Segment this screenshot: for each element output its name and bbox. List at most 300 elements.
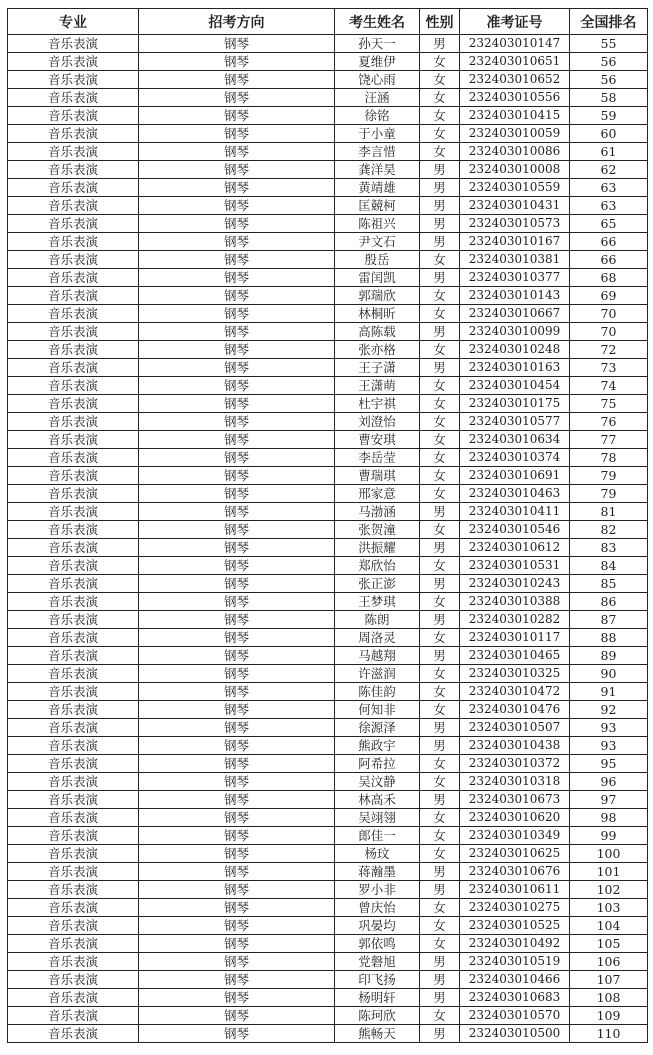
cell-gender: 女 xyxy=(420,251,460,269)
cell-rank: 61 xyxy=(570,143,648,161)
cell-major: 音乐表演 xyxy=(8,53,139,71)
cell-rank: 65 xyxy=(570,215,648,233)
table-row xyxy=(8,557,648,575)
cell-exam-id: 232403010500 xyxy=(460,1025,570,1043)
cell-major: 音乐表演 xyxy=(8,683,139,701)
cell-exam-id: 232403010377 xyxy=(460,269,570,287)
cell-gender: 女 xyxy=(420,377,460,395)
cell-exam-id: 232403010008 xyxy=(460,161,570,179)
table-row xyxy=(8,161,648,179)
cell-exam-id: 232403010282 xyxy=(460,611,570,629)
cell-exam-id: 232403010652 xyxy=(460,71,570,89)
cell-direction: 钢琴 xyxy=(139,539,335,557)
cell-rank: 93 xyxy=(570,719,648,737)
cell-exam-id: 232403010318 xyxy=(460,773,570,791)
cell-name: 张贺潼 xyxy=(335,521,420,539)
cell-rank: 62 xyxy=(570,161,648,179)
cell-exam-id: 232403010381 xyxy=(460,251,570,269)
cell-rank: 108 xyxy=(570,989,648,1007)
cell-gender: 女 xyxy=(420,485,460,503)
table-row xyxy=(8,251,648,269)
cell-rank: 70 xyxy=(570,305,648,323)
cell-name: 许滋润 xyxy=(335,665,420,683)
cell-exam-id: 232403010465 xyxy=(460,647,570,665)
cell-gender: 女 xyxy=(420,467,460,485)
cell-major: 音乐表演 xyxy=(8,377,139,395)
table-row xyxy=(8,845,648,863)
cell-major: 音乐表演 xyxy=(8,755,139,773)
cell-name: 李岳莹 xyxy=(335,449,420,467)
table-row xyxy=(8,575,648,593)
cell-gender: 女 xyxy=(420,845,460,863)
cell-exam-id: 232403010556 xyxy=(460,89,570,107)
cell-rank: 107 xyxy=(570,971,648,989)
cell-rank: 59 xyxy=(570,107,648,125)
cell-gender: 女 xyxy=(420,521,460,539)
table-row xyxy=(8,791,648,809)
cell-major: 音乐表演 xyxy=(8,863,139,881)
cell-major: 音乐表演 xyxy=(8,521,139,539)
cell-rank: 76 xyxy=(570,413,648,431)
cell-exam-id: 232403010651 xyxy=(460,53,570,71)
cell-exam-id: 232403010559 xyxy=(460,179,570,197)
cell-exam-id: 232403010431 xyxy=(460,197,570,215)
cell-exam-id: 232403010519 xyxy=(460,953,570,971)
cell-gender: 女 xyxy=(420,1007,460,1025)
cell-rank: 100 xyxy=(570,845,648,863)
cell-gender: 女 xyxy=(420,773,460,791)
cell-major: 音乐表演 xyxy=(8,881,139,899)
cell-gender: 男 xyxy=(420,719,460,737)
cell-gender: 女 xyxy=(420,287,460,305)
cell-exam-id: 232403010634 xyxy=(460,431,570,449)
cell-direction: 钢琴 xyxy=(139,809,335,827)
cell-direction: 钢琴 xyxy=(139,971,335,989)
table-row xyxy=(8,197,648,215)
cell-gender: 男 xyxy=(420,989,460,1007)
cell-name: 夏维伊 xyxy=(335,53,420,71)
cell-name: 匡競柯 xyxy=(335,197,420,215)
cell-major: 音乐表演 xyxy=(8,953,139,971)
cell-direction: 钢琴 xyxy=(139,683,335,701)
cell-rank: 85 xyxy=(570,575,648,593)
cell-name: 于小童 xyxy=(335,125,420,143)
cell-name: 徐铭 xyxy=(335,107,420,125)
cell-exam-id: 232403010492 xyxy=(460,935,570,953)
cell-direction: 钢琴 xyxy=(139,953,335,971)
cell-major: 音乐表演 xyxy=(8,35,139,53)
cell-name: 汪涵 xyxy=(335,89,420,107)
cell-direction: 钢琴 xyxy=(139,395,335,413)
cell-name: 曹瑞琪 xyxy=(335,467,420,485)
table-row xyxy=(8,899,648,917)
cell-major: 音乐表演 xyxy=(8,737,139,755)
cell-direction: 钢琴 xyxy=(139,647,335,665)
header-rank: 全国排名 xyxy=(570,9,648,35)
cell-gender: 女 xyxy=(420,449,460,467)
cell-gender: 女 xyxy=(420,755,460,773)
cell-exam-id: 232403010243 xyxy=(460,575,570,593)
cell-name: 饶心雨 xyxy=(335,71,420,89)
cell-name: 罗小非 xyxy=(335,881,420,899)
cell-direction: 钢琴 xyxy=(139,377,335,395)
table-row xyxy=(8,593,648,611)
table-row xyxy=(8,665,648,683)
cell-major: 音乐表演 xyxy=(8,809,139,827)
cell-direction: 钢琴 xyxy=(139,737,335,755)
cell-gender: 男 xyxy=(420,953,460,971)
cell-gender: 男 xyxy=(420,971,460,989)
cell-gender: 女 xyxy=(420,701,460,719)
table-row xyxy=(8,143,648,161)
cell-exam-id: 232403010372 xyxy=(460,755,570,773)
cell-gender: 男 xyxy=(420,323,460,341)
cell-rank: 90 xyxy=(570,665,648,683)
cell-name: 曹安琪 xyxy=(335,431,420,449)
table-row xyxy=(8,809,648,827)
cell-direction: 钢琴 xyxy=(139,467,335,485)
cell-gender: 男 xyxy=(420,161,460,179)
cell-direction: 钢琴 xyxy=(139,287,335,305)
cell-direction: 钢琴 xyxy=(139,215,335,233)
cell-major: 音乐表演 xyxy=(8,719,139,737)
cell-name: 王梦琪 xyxy=(335,593,420,611)
cell-name: 郑欣怡 xyxy=(335,557,420,575)
table-row xyxy=(8,35,648,53)
cell-direction: 钢琴 xyxy=(139,161,335,179)
cell-rank: 105 xyxy=(570,935,648,953)
cell-rank: 81 xyxy=(570,503,648,521)
cell-rank: 60 xyxy=(570,125,648,143)
cell-exam-id: 232403010577 xyxy=(460,413,570,431)
cell-rank: 56 xyxy=(570,71,648,89)
cell-exam-id: 232403010683 xyxy=(460,989,570,1007)
cell-major: 音乐表演 xyxy=(8,215,139,233)
header-major: 专业 xyxy=(8,9,139,35)
cell-major: 音乐表演 xyxy=(8,503,139,521)
table-row xyxy=(8,269,648,287)
cell-direction: 钢琴 xyxy=(139,233,335,251)
cell-direction: 钢琴 xyxy=(139,575,335,593)
cell-name: 林高禾 xyxy=(335,791,420,809)
cell-gender: 男 xyxy=(420,197,460,215)
cell-direction: 钢琴 xyxy=(139,557,335,575)
cell-direction: 钢琴 xyxy=(139,71,335,89)
cell-direction: 钢琴 xyxy=(139,935,335,953)
cell-name: 高陈载 xyxy=(335,323,420,341)
cell-name: 杨明轩 xyxy=(335,989,420,1007)
cell-direction: 钢琴 xyxy=(139,449,335,467)
table-row xyxy=(8,233,648,251)
cell-exam-id: 232403010175 xyxy=(460,395,570,413)
cell-name: 雷闰凯 xyxy=(335,269,420,287)
cell-major: 音乐表演 xyxy=(8,467,139,485)
cell-exam-id: 232403010325 xyxy=(460,665,570,683)
cell-name: 曾庆怡 xyxy=(335,899,420,917)
cell-rank: 97 xyxy=(570,791,648,809)
cell-direction: 钢琴 xyxy=(139,989,335,1007)
cell-exam-id: 232403010275 xyxy=(460,899,570,917)
table-row xyxy=(8,179,648,197)
cell-direction: 钢琴 xyxy=(139,719,335,737)
cell-direction: 钢琴 xyxy=(139,431,335,449)
cell-major: 音乐表演 xyxy=(8,485,139,503)
table-body xyxy=(8,35,648,1043)
cell-rank: 63 xyxy=(570,179,648,197)
table-row xyxy=(8,503,648,521)
table-row xyxy=(8,305,648,323)
cell-direction: 钢琴 xyxy=(139,197,335,215)
cell-major: 音乐表演 xyxy=(8,431,139,449)
cell-gender: 女 xyxy=(420,305,460,323)
cell-exam-id: 232403010676 xyxy=(460,863,570,881)
cell-name: 马渤涵 xyxy=(335,503,420,521)
cell-major: 音乐表演 xyxy=(8,197,139,215)
cell-direction: 钢琴 xyxy=(139,629,335,647)
cell-major: 音乐表演 xyxy=(8,593,139,611)
cell-major: 音乐表演 xyxy=(8,359,139,377)
cell-name: 孙天一 xyxy=(335,35,420,53)
cell-rank: 77 xyxy=(570,431,648,449)
cell-gender: 男 xyxy=(420,269,460,287)
table-row xyxy=(8,467,648,485)
cell-direction: 钢琴 xyxy=(139,89,335,107)
cell-exam-id: 232403010612 xyxy=(460,539,570,557)
cell-rank: 55 xyxy=(570,35,648,53)
cell-exam-id: 232403010143 xyxy=(460,287,570,305)
header-row xyxy=(8,9,648,35)
cell-rank: 104 xyxy=(570,917,648,935)
cell-exam-id: 232403010466 xyxy=(460,971,570,989)
cell-exam-id: 232403010147 xyxy=(460,35,570,53)
cell-name: 张亦格 xyxy=(335,341,420,359)
cell-rank: 91 xyxy=(570,683,648,701)
cell-rank: 110 xyxy=(570,1025,648,1043)
cell-rank: 106 xyxy=(570,953,648,971)
cell-name: 刘澄怡 xyxy=(335,413,420,431)
cell-major: 音乐表演 xyxy=(8,125,139,143)
cell-gender: 男 xyxy=(420,647,460,665)
cell-rank: 102 xyxy=(570,881,648,899)
table-row xyxy=(8,737,648,755)
table-row xyxy=(8,359,648,377)
table-row xyxy=(8,971,648,989)
cell-major: 音乐表演 xyxy=(8,143,139,161)
cell-gender: 女 xyxy=(420,899,460,917)
table-row xyxy=(8,53,648,71)
cell-exam-id: 232403010411 xyxy=(460,503,570,521)
cell-name: 李言惜 xyxy=(335,143,420,161)
cell-direction: 钢琴 xyxy=(139,35,335,53)
table-row xyxy=(8,647,648,665)
cell-rank: 83 xyxy=(570,539,648,557)
cell-gender: 男 xyxy=(420,791,460,809)
cell-name: 尹文石 xyxy=(335,233,420,251)
cell-gender: 男 xyxy=(420,503,460,521)
cell-major: 音乐表演 xyxy=(8,323,139,341)
table-row xyxy=(8,863,648,881)
cell-major: 音乐表演 xyxy=(8,179,139,197)
cell-rank: 79 xyxy=(570,485,648,503)
cell-major: 音乐表演 xyxy=(8,1025,139,1043)
cell-major: 音乐表演 xyxy=(8,305,139,323)
cell-direction: 钢琴 xyxy=(139,593,335,611)
cell-rank: 99 xyxy=(570,827,648,845)
table-row xyxy=(8,215,648,233)
cell-name: 党磐旭 xyxy=(335,953,420,971)
cell-exam-id: 232403010570 xyxy=(460,1007,570,1025)
cell-gender: 女 xyxy=(420,341,460,359)
cell-exam-id: 232403010472 xyxy=(460,683,570,701)
cell-exam-id: 232403010099 xyxy=(460,323,570,341)
ranking-table xyxy=(7,8,648,1043)
cell-major: 音乐表演 xyxy=(8,899,139,917)
table-row xyxy=(8,125,648,143)
table-row xyxy=(8,683,648,701)
cell-gender: 女 xyxy=(420,395,460,413)
table-row xyxy=(8,1007,648,1025)
table-row xyxy=(8,323,648,341)
table-row xyxy=(8,341,648,359)
cell-gender: 女 xyxy=(420,71,460,89)
cell-name: 郭瑞欣 xyxy=(335,287,420,305)
table-row xyxy=(8,629,648,647)
table-row xyxy=(8,701,648,719)
cell-gender: 女 xyxy=(420,683,460,701)
cell-gender: 女 xyxy=(420,827,460,845)
cell-rank: 96 xyxy=(570,773,648,791)
cell-exam-id: 232403010454 xyxy=(460,377,570,395)
ranking-table-container xyxy=(7,8,647,1043)
cell-gender: 女 xyxy=(420,431,460,449)
table-row xyxy=(8,719,648,737)
cell-rank: 95 xyxy=(570,755,648,773)
cell-direction: 钢琴 xyxy=(139,899,335,917)
cell-major: 音乐表演 xyxy=(8,773,139,791)
cell-major: 音乐表演 xyxy=(8,575,139,593)
cell-name: 林桐昕 xyxy=(335,305,420,323)
cell-direction: 钢琴 xyxy=(139,773,335,791)
cell-name: 周洛灵 xyxy=(335,629,420,647)
cell-major: 音乐表演 xyxy=(8,287,139,305)
cell-name: 熊畅天 xyxy=(335,1025,420,1043)
table-row xyxy=(8,449,648,467)
cell-name: 陈朗 xyxy=(335,611,420,629)
cell-gender: 女 xyxy=(420,53,460,71)
cell-exam-id: 232403010546 xyxy=(460,521,570,539)
cell-exam-id: 232403010374 xyxy=(460,449,570,467)
table-row xyxy=(8,881,648,899)
cell-gender: 女 xyxy=(420,107,460,125)
cell-name: 郎佳一 xyxy=(335,827,420,845)
cell-direction: 钢琴 xyxy=(139,269,335,287)
table-row xyxy=(8,71,648,89)
table-row xyxy=(8,827,648,845)
cell-direction: 钢琴 xyxy=(139,143,335,161)
cell-major: 音乐表演 xyxy=(8,269,139,287)
cell-direction: 钢琴 xyxy=(139,881,335,899)
cell-direction: 钢琴 xyxy=(139,323,335,341)
cell-exam-id: 232403010611 xyxy=(460,881,570,899)
cell-exam-id: 232403010525 xyxy=(460,917,570,935)
cell-name: 邢家意 xyxy=(335,485,420,503)
cell-name: 郭依鸣 xyxy=(335,935,420,953)
cell-exam-id: 232403010673 xyxy=(460,791,570,809)
table-row xyxy=(8,89,648,107)
cell-name: 马越翔 xyxy=(335,647,420,665)
table-row xyxy=(8,539,648,557)
cell-direction: 钢琴 xyxy=(139,611,335,629)
cell-name: 巩晏均 xyxy=(335,917,420,935)
cell-gender: 男 xyxy=(420,35,460,53)
cell-direction: 钢琴 xyxy=(139,521,335,539)
table-row xyxy=(8,413,648,431)
cell-direction: 钢琴 xyxy=(139,125,335,143)
table-header xyxy=(8,9,648,35)
cell-exam-id: 232403010349 xyxy=(460,827,570,845)
table-row xyxy=(8,395,648,413)
cell-exam-id: 232403010667 xyxy=(460,305,570,323)
cell-major: 音乐表演 xyxy=(8,341,139,359)
cell-name: 王子潇 xyxy=(335,359,420,377)
cell-direction: 钢琴 xyxy=(139,179,335,197)
cell-rank: 87 xyxy=(570,611,648,629)
cell-rank: 74 xyxy=(570,377,648,395)
cell-gender: 女 xyxy=(420,917,460,935)
cell-rank: 75 xyxy=(570,395,648,413)
cell-rank: 58 xyxy=(570,89,648,107)
cell-gender: 男 xyxy=(420,1025,460,1043)
cell-direction: 钢琴 xyxy=(139,107,335,125)
cell-rank: 63 xyxy=(570,197,648,215)
cell-direction: 钢琴 xyxy=(139,1007,335,1025)
cell-major: 音乐表演 xyxy=(8,395,139,413)
table-row xyxy=(8,773,648,791)
cell-direction: 钢琴 xyxy=(139,53,335,71)
cell-name: 陈祖兴 xyxy=(335,215,420,233)
cell-rank: 103 xyxy=(570,899,648,917)
cell-major: 音乐表演 xyxy=(8,665,139,683)
cell-exam-id: 232403010463 xyxy=(460,485,570,503)
cell-direction: 钢琴 xyxy=(139,701,335,719)
cell-direction: 钢琴 xyxy=(139,359,335,377)
cell-gender: 女 xyxy=(420,557,460,575)
cell-major: 音乐表演 xyxy=(8,71,139,89)
cell-name: 何知非 xyxy=(335,701,420,719)
cell-rank: 79 xyxy=(570,467,648,485)
cell-direction: 钢琴 xyxy=(139,755,335,773)
header-gender: 性别 xyxy=(420,9,460,35)
cell-name: 陈佳韵 xyxy=(335,683,420,701)
cell-direction: 钢琴 xyxy=(139,485,335,503)
table-row xyxy=(8,917,648,935)
cell-exam-id: 232403010691 xyxy=(460,467,570,485)
header-name: 考生姓名 xyxy=(335,9,420,35)
cell-gender: 女 xyxy=(420,413,460,431)
cell-exam-id: 232403010167 xyxy=(460,233,570,251)
cell-name: 印飞扬 xyxy=(335,971,420,989)
cell-rank: 93 xyxy=(570,737,648,755)
cell-rank: 101 xyxy=(570,863,648,881)
cell-gender: 男 xyxy=(420,359,460,377)
table-row xyxy=(8,611,648,629)
cell-exam-id: 232403010415 xyxy=(460,107,570,125)
cell-rank: 56 xyxy=(570,53,648,71)
cell-exam-id: 232403010059 xyxy=(460,125,570,143)
table-row xyxy=(8,935,648,953)
cell-major: 音乐表演 xyxy=(8,989,139,1007)
cell-gender: 女 xyxy=(420,143,460,161)
